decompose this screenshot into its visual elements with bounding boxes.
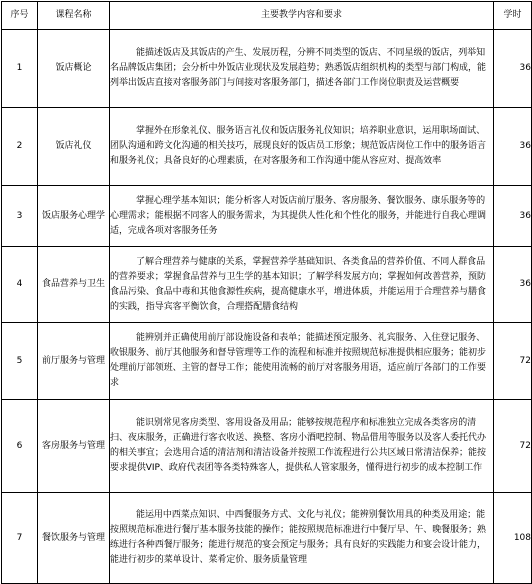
table-body bbox=[2, 30, 532, 584]
row-no: 5 bbox=[2, 323, 38, 400]
course-content bbox=[110, 186, 494, 247]
course-hours: 36 bbox=[494, 108, 532, 186]
course-content-text: 能识别常见客房类型、客用设备及用品；能够按规范程序和标准独立完成各类客房的清扫、夜床服务，正确进行客衣收送、换整、客房小酒吧控制、物品借用等服务以及客人委托代办的相关事宜；会选用合适的清洁剂和清洁设备并按照工作流程进行公共区域日常清洁保养；能按要求提供VIP、政府代表团等各类特殊客人，提供私人管家服务，懂得进行初步的成本控制工作 bbox=[110, 418, 486, 473]
header-no: 序号 bbox=[2, 2, 38, 30]
row-no: 4 bbox=[2, 247, 38, 323]
header-hours: 学时 bbox=[494, 2, 532, 30]
course-name: 食品营养与卫生 bbox=[38, 247, 110, 323]
course-hours: 108 bbox=[494, 493, 532, 584]
table-header bbox=[2, 2, 532, 30]
header-course-name: 课程名称 bbox=[38, 2, 110, 30]
course-name: 餐饮服务与管理 bbox=[38, 493, 110, 584]
course-content bbox=[110, 323, 494, 400]
course-name: 前厅服务与管理 bbox=[38, 323, 110, 400]
table-row bbox=[2, 247, 532, 323]
table-row bbox=[2, 186, 532, 247]
table-row bbox=[2, 30, 532, 108]
course-name: 客房服务与管理 bbox=[38, 400, 110, 493]
row-no: 6 bbox=[2, 400, 38, 493]
course-content-text: 能描述饭店及其饭店的产生、发展历程，分辨不同类型的饭店、不同星级的饭店，列举知名品牌饭店集团；会分析中外饭店业现状及发展趋势；熟悉饭店组织机构的类型与部门构成，能列举出饭店直接对客服务部门与间接对客服务部门，描述各部门工作岗位职责及运营概要 bbox=[110, 48, 486, 88]
course-content bbox=[110, 400, 494, 493]
table-row bbox=[2, 108, 532, 186]
course-name: 饭店服务心理学 bbox=[38, 186, 110, 247]
course-content-text: 了解合理营养与健康的关系，掌握营养学基础知识、各类食品的营养价值、不同人群食品的营养要求；掌握食品营养与卫生学的基本知识；了解学科发展方向；掌握如何改善营养，预防食品污染、食品中毒和其他食源性疾病，提高健康水平，增进体质，并能运用于合理营养与膳食的实践，指导宾客平衡饮食，合理搭配膳食结构 bbox=[110, 256, 486, 312]
course-name: 饭店概论 bbox=[38, 30, 110, 108]
row-no: 2 bbox=[2, 108, 38, 186]
row-no: 3 bbox=[2, 186, 38, 247]
row-no: 7 bbox=[2, 493, 38, 584]
course-content-text: 能运用中西菜点知识、中西餐服务方式、文化与礼仪；能辨别餐饮用具的种类及用途；能按照规范标准进行餐厅基本服务技能的操作；能按照规范标准进行中餐厅早、午、晚餐服务；熟练进行各种西餐厅服务；能进行规范的宴会预定与服务；具有良好的实践能力和宴会设计能力，能进行初步的菜单设计、菜肴定价、服务质量管理 bbox=[110, 510, 486, 565]
course-hours: 36 bbox=[494, 30, 532, 108]
header-row bbox=[2, 2, 532, 30]
table-row bbox=[2, 323, 532, 400]
course-hours: 72 bbox=[494, 400, 532, 493]
header-content: 主要教学内容和要求 bbox=[110, 2, 494, 30]
table-row bbox=[2, 493, 532, 584]
course-hours: 36 bbox=[494, 186, 532, 247]
course-hours: 36 bbox=[494, 247, 532, 323]
course-content bbox=[110, 247, 494, 323]
course-content-text: 掌握外在形象礼仪、服务语言礼仪和饭店服务礼仪知识；培养职业意识，运用职场面试、团队沟通和跨文化沟通的相关技巧，展现良好的饭店员工形象；规范饭店岗位工作中的服务语言和服务礼仪；具备良好的心理素质，在对客服务和工作沟通中能从容应对、提高效率 bbox=[110, 126, 486, 166]
course-content bbox=[110, 493, 494, 584]
course-name: 饭店礼仪 bbox=[38, 108, 110, 186]
course-hours: 72 bbox=[494, 323, 532, 400]
course-content-text: 掌握心理学基本知识；能分析客人对饭店前厅服务、客房服务、餐饮服务、康乐服务等的心理需求；能根据不同客人的服务需求，为其提供人性化和个性化的服务，并能进行自我心理调适，完成各项对客服务任务 bbox=[110, 195, 486, 236]
table-row bbox=[2, 400, 532, 493]
row-no: 1 bbox=[2, 30, 38, 108]
course-content bbox=[110, 108, 494, 186]
course-content-text: 能辨别并正确使用前厅部设施设备和表单；能描述预定服务、礼宾服务、入住登记服务、收银服务、前厅其他服务和督导管理等工作的流程和标准并按照规范标准提供相应服务；能初步处理前厅部领班、主管的督导工作；能使用流畅的前厅对客服务用语，适应前厅各部门的工作要求 bbox=[110, 333, 486, 388]
curriculum-table bbox=[1, 1, 532, 584]
course-content bbox=[110, 30, 494, 108]
